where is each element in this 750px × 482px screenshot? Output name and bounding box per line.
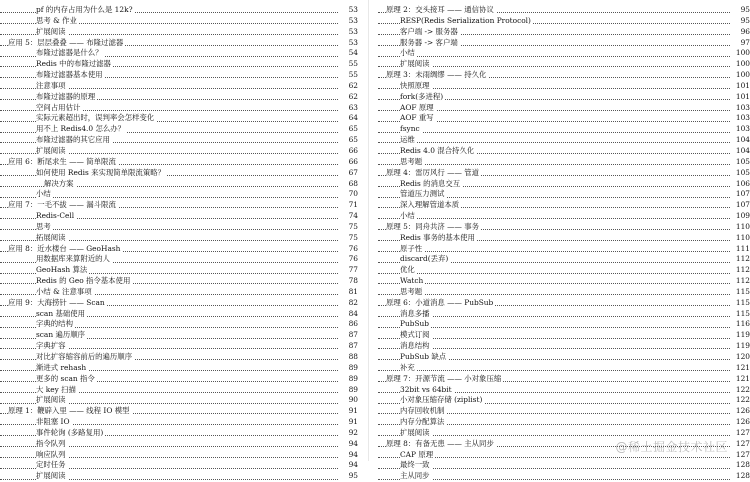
toc-entry-title: fsync [400, 124, 420, 134]
toc-page-number: 121 [730, 363, 750, 374]
toc-entry[interactable] [378, 460, 750, 471]
toc-entry-title: 管道压力测试 [400, 189, 445, 199]
toc-entry[interactable] [378, 179, 750, 190]
toc-entry-title: 布隆过滤器的其它应用 [36, 135, 110, 145]
toc-page-number: 128 [730, 460, 750, 471]
toc-page-number: 100 [730, 70, 750, 81]
toc-entry-title: 用数据库来算附近的人 [36, 254, 110, 264]
toc-entry[interactable] [378, 168, 750, 179]
toc-entry[interactable] [0, 330, 358, 341]
toc-entry[interactable] [378, 330, 750, 341]
toc-page-number: 88 [338, 352, 358, 363]
toc-entry[interactable] [378, 113, 750, 124]
toc-page-number: 74 [338, 211, 358, 222]
toc-entry-title: 布隆过滤器基本使用 [36, 70, 103, 80]
toc-entry-title: 对比扩容缩容前后的遍历顺序 [36, 352, 133, 361]
toc-entry[interactable] [378, 211, 750, 222]
toc-entry[interactable] [0, 298, 358, 309]
toc-entry-title: AOF 重写 [400, 113, 434, 123]
toc-leader-dots [378, 218, 730, 219]
toc-entry-title: GeoHash 算法 [36, 265, 88, 275]
toc-page-number: 115 [730, 309, 750, 320]
toc-entry-title: 小结 [400, 48, 415, 58]
toc-entry-title: 原理 1：鞭辟入里 —— 线程 IO 模型 [8, 406, 130, 416]
toc-entry[interactable] [378, 244, 750, 255]
toc-page-number: 95 [338, 471, 358, 482]
toc-entry-title: 思考 & 作业 [36, 15, 77, 25]
toc-entry[interactable] [0, 276, 358, 287]
toc-page-number: 81 [338, 287, 358, 298]
toc-entry-title: 解决方案 [44, 178, 74, 188]
toc-entry[interactable] [0, 471, 358, 482]
toc-entry-title: 字典扩容 [36, 341, 66, 351]
toc-entry-title: 原理 4：雷厉风行 —— 管道 [386, 167, 480, 177]
toc-leader-dots [378, 251, 730, 252]
toc-page-number: 90 [338, 395, 358, 406]
toc-entry[interactable] [0, 309, 358, 320]
toc-entry[interactable] [378, 38, 750, 49]
toc-entry-title: PubSub 缺点 [400, 352, 447, 361]
toc-page-number: 101 [730, 92, 750, 103]
toc-entry-title: 响应队列 [36, 449, 66, 459]
toc-page-number: 91 [338, 417, 358, 428]
toc-entry[interactable] [0, 157, 358, 168]
toc-page-number: 62 [338, 81, 358, 92]
toc-entry-title: RESP(Redis Serialization Protocol) [400, 15, 531, 25]
toc-entry[interactable] [0, 341, 358, 352]
toc-page-number: 115 [730, 298, 750, 309]
toc-entry-title: 布隆过滤器的原理 [36, 91, 96, 101]
toc-entry[interactable] [0, 103, 358, 114]
toc-page-number: 121 [730, 374, 750, 385]
toc-page-number: 53 [338, 38, 358, 49]
toc-entry-title: 原理 8：有备无患 —— 主从同步 [386, 438, 494, 448]
toc-page-number: 87 [338, 330, 358, 341]
toc-entry[interactable] [378, 319, 750, 330]
toc-page-number: 55 [338, 70, 358, 81]
toc-entry-title: Redis 的消息交互 [400, 178, 461, 188]
toc-leader-dots [378, 273, 730, 274]
toc-entry-title: 应用 9：大海捞针 —— Scan [8, 297, 105, 307]
toc-entry-title: AOF 原理 [400, 102, 434, 112]
toc-page-number: 53 [338, 16, 358, 27]
toc-page-number: 109 [730, 211, 750, 222]
toc-page-number: 87 [338, 341, 358, 352]
toc-page-number: 53 [338, 27, 358, 38]
toc-page-number: 126 [730, 417, 750, 428]
toc-leader-dots [378, 294, 730, 295]
toc-page-number: 105 [730, 168, 750, 179]
toc-entry-title: 思考题 [400, 156, 423, 166]
toc-entry[interactable] [378, 233, 750, 244]
toc-entry[interactable] [0, 124, 358, 135]
toc-entry-title: 思考题 [400, 286, 423, 296]
toc-page-number: 66 [338, 157, 358, 168]
toc-entry-title: 主从同步 [400, 471, 430, 481]
toc-page-number: 92 [338, 428, 358, 439]
toc-entry-title: 原理 5：同舟共济 —— 事务 [386, 221, 480, 231]
toc-page-number: 75 [338, 233, 358, 244]
toc-page-number: 100 [730, 59, 750, 70]
toc-entry-title: 小对象压缩存储 (ziplist) [400, 395, 483, 405]
toc-page-number: 86 [338, 319, 358, 330]
toc-entry-title: 消息多播 [400, 308, 430, 318]
toc-entry-title: 定时任务 [36, 460, 66, 470]
toc-entry-title: 服务器 -> 客户端 [400, 37, 458, 47]
toc-entry-title: 实际元素超出时，误判率会怎样变化 [36, 113, 155, 123]
toc-entry[interactable] [0, 450, 358, 461]
toc-entry[interactable] [0, 265, 358, 276]
toc-entry[interactable] [0, 146, 358, 157]
toc-entry[interactable] [378, 189, 750, 200]
toc-entry-title: 注意事项 [36, 80, 66, 90]
toc-page-number: 68 [338, 179, 358, 190]
toc-entry-title: 扩展阅读 [400, 427, 430, 437]
toc-entry[interactable] [378, 287, 750, 298]
toc-entry-title: Redis 中的布隆过滤器 [36, 59, 111, 69]
toc-entry-title: 应用 6：断尾求生 —— 简单限流 [8, 156, 116, 166]
toc-entry-title: 内存分配算法 [400, 417, 445, 427]
toc-entry-title: 如何使用 Redis 来实现简单限流策略？ [36, 167, 165, 177]
toc-entry-title: 原理 7：开源节流 —— 小对象压缩 [386, 373, 502, 383]
toc-page-number: 89 [338, 374, 358, 385]
toc-entry-title: 32bit vs 64bit [400, 384, 452, 394]
toc-leader-dots [378, 283, 730, 284]
toc-page-number: 62 [338, 92, 358, 103]
toc-leader-dots [378, 142, 730, 143]
toc-entry[interactable] [0, 38, 358, 49]
toc-entry-title: 原子性 [400, 243, 423, 253]
toc-entry-title: Watch [400, 276, 424, 286]
toc-page-number: 82 [338, 298, 358, 309]
toc-entry[interactable] [0, 200, 358, 211]
toc-entry-title: 扩展阅读 [36, 395, 66, 405]
toc-entry-title: Redis 事务的基本使用 [400, 232, 475, 242]
toc-entry[interactable] [0, 254, 358, 265]
toc-entry[interactable] [0, 211, 358, 222]
toc-page-number: 66 [338, 146, 358, 157]
toc-entry[interactable] [0, 59, 358, 70]
toc-entry[interactable] [378, 157, 750, 168]
toc-entry-title: 事件轮询 (多路复用) [36, 427, 104, 437]
toc-entry-title: 小结 [36, 189, 51, 199]
right-toc-list [378, 0, 750, 482]
toc-entry-title: 指令队列 [36, 438, 66, 448]
toc-entry[interactable] [0, 395, 358, 406]
toc-entry-title: 布隆过滤器是什么？ [36, 48, 103, 58]
toc-page-number: 110 [730, 233, 750, 244]
toc-page-number: 75 [338, 222, 358, 233]
toc-page-number: 119 [730, 341, 750, 352]
toc-entry[interactable] [378, 406, 750, 417]
toc-page-number: 107 [730, 189, 750, 200]
toc-entry[interactable] [378, 276, 750, 287]
toc-entry-title: 消息结构 [400, 341, 430, 351]
toc-entry-title: 原理 2：交头接耳 —— 通信协议 [386, 5, 494, 14]
toc-entry[interactable] [378, 200, 750, 211]
toc-page-number: 63 [338, 103, 358, 114]
toc-entry-title: 客户端 -> 服务器 [400, 26, 458, 36]
toc-entry[interactable] [0, 48, 358, 59]
toc-page-number: 76 [338, 254, 358, 265]
toc-entry[interactable] [378, 146, 750, 157]
toc-page-number: 94 [338, 450, 358, 461]
toc-entry-title: 内存回收机制 [400, 406, 445, 416]
toc-page-number: 94 [338, 460, 358, 471]
toc-entry-title: 非阻塞 IO [36, 417, 70, 427]
toc-page-number: 96 [730, 27, 750, 38]
toc-entry-title: 大 key 扫描 [36, 384, 76, 394]
toc-entry[interactable] [378, 265, 750, 276]
toc-entry[interactable] [378, 16, 750, 27]
toc-entry[interactable] [0, 135, 358, 146]
toc-page-number: 78 [338, 276, 358, 287]
toc-entry-title: 扩展阅读 [400, 59, 430, 69]
toc-page-number: 112 [730, 265, 750, 276]
toc-entry[interactable] [0, 374, 358, 385]
toc-entry[interactable] [378, 395, 750, 406]
toc-entry[interactable] [378, 92, 750, 103]
toc-page-number: 94 [338, 439, 358, 450]
toc-page-number: 55 [338, 59, 358, 70]
toc-entry-title: 模式订阅 [400, 330, 430, 340]
toc-page-number: 106 [730, 179, 750, 190]
toc-entry[interactable] [0, 406, 358, 417]
toc-page-number: 89 [338, 363, 358, 374]
toc-entry[interactable] [378, 471, 750, 482]
toc-entry[interactable] [0, 81, 358, 92]
toc-page-number: 53 [338, 5, 358, 16]
toc-page-number: 115 [730, 287, 750, 298]
toc-entry[interactable] [378, 309, 750, 320]
toc-entry[interactable] [378, 5, 750, 16]
toc-entry-title: 思考 [36, 221, 51, 231]
toc-page-number: 71 [338, 200, 358, 211]
toc-page-number: 105 [730, 157, 750, 168]
toc-entry[interactable] [378, 48, 750, 59]
toc-page-number: 95 [730, 5, 750, 16]
toc-entry[interactable] [0, 428, 358, 439]
toc-page-number: 104 [730, 146, 750, 157]
toc-page-number: 122 [730, 395, 750, 406]
toc-page-number: 54 [338, 48, 358, 59]
toc-entry[interactable] [378, 341, 750, 352]
toc-entry[interactable] [0, 5, 358, 16]
toc-leader-dots [378, 370, 730, 371]
toc-page-number: 91 [338, 406, 358, 417]
toc-entry-title: PubSub [400, 319, 430, 329]
toc-entry-title: 更多的 scan 指令 [36, 373, 95, 383]
toc-entry[interactable] [378, 352, 750, 363]
left-toc-list [0, 0, 358, 482]
toc-entry-title: 渐进式 rehash [36, 362, 87, 372]
toc-page-number: 65 [338, 135, 358, 146]
toc-entry-title: discard(丢弃) [400, 254, 449, 264]
toc-entry[interactable] [378, 363, 750, 374]
toc-entry[interactable] [0, 417, 358, 428]
toc-entry[interactable] [378, 103, 750, 114]
toc-entry-title: Redis 4.0 混合持久化 [400, 145, 475, 155]
toc-page-number: 97 [730, 38, 750, 49]
toc-entry[interactable] [0, 92, 358, 103]
toc-page-number: 84 [338, 309, 358, 320]
toc-page-number: 101 [730, 81, 750, 92]
toc-entry[interactable] [0, 27, 358, 38]
toc-entry-title: 深入理解管道本质 [400, 200, 460, 210]
toc-entry-title: 原理 6：小道消息 —— PubSub [386, 297, 494, 307]
toc-entry-title: 用不上 Redis4.0 怎么办？ [36, 124, 126, 134]
toc-entry-title: pf 的内存占用为什么是 12k? [36, 5, 133, 14]
toc-entry-title: scan 基础使用 [36, 308, 86, 318]
toc-page-number: 65 [338, 124, 358, 135]
toc-page-number: 76 [338, 244, 358, 255]
toc-entry-title: 运维 [400, 135, 415, 145]
toc-page-number: 122 [730, 385, 750, 396]
toc-entry[interactable] [0, 168, 358, 179]
toc-entry[interactable] [0, 385, 358, 396]
toc-entry-title: CAP 原理 [400, 449, 434, 459]
toc-page-number: 107 [730, 200, 750, 211]
toc-page-number: 100 [730, 48, 750, 59]
toc-page-number: 103 [730, 103, 750, 114]
toc-entry[interactable] [0, 189, 358, 200]
toc-entry-title: 快照原理 [400, 80, 430, 90]
toc-entry-title: 扩展阅读 [36, 26, 66, 36]
toc-entry-title: 空间占用估计 [36, 102, 81, 112]
toc-entry-title: 应用 7：一毛不拔 —— 漏斗限流 [8, 200, 116, 210]
toc-entry[interactable] [378, 27, 750, 38]
toc-entry[interactable] [0, 179, 358, 190]
toc-page-number: 110 [730, 222, 750, 233]
toc-page-number: 89 [338, 385, 358, 396]
toc-entry[interactable] [0, 439, 358, 450]
toc-entry[interactable] [0, 222, 358, 233]
toc-page-number: 104 [730, 135, 750, 146]
toc-entry[interactable] [378, 374, 750, 385]
toc-page-number: 128 [730, 471, 750, 482]
toc-entry[interactable] [0, 319, 358, 330]
toc-entry[interactable] [378, 124, 750, 135]
toc-entry-title: 应用 5：层层叠叠 —— 布隆过滤器 [8, 37, 124, 47]
toc-page-number: 127 [730, 450, 750, 461]
toc-entry[interactable] [0, 233, 358, 244]
left-toc-page [0, 0, 358, 481]
toc-page-number: 103 [730, 124, 750, 135]
toc-page-number: 126 [730, 406, 750, 417]
toc-leader-dots [378, 164, 730, 165]
toc-page-number: 70 [338, 189, 358, 200]
toc-entry[interactable] [0, 70, 358, 81]
page-divider [368, 0, 369, 461]
toc-entry[interactable] [0, 16, 358, 27]
toc-page-number: 127 [730, 439, 750, 450]
toc-entry[interactable] [0, 363, 358, 374]
toc-entry-title: 最终一致 [400, 460, 430, 470]
toc-entry-title: Redis-Cell [36, 211, 75, 221]
toc-entry[interactable] [0, 244, 358, 255]
toc-page-number: 119 [730, 330, 750, 341]
toc-entry[interactable] [0, 113, 358, 124]
toc-entry-title: fork(多进程) [400, 91, 444, 101]
watermark: @稀土掘金技术社区 [615, 440, 728, 454]
toc-leader-dots [378, 56, 730, 57]
toc-page-number: 120 [730, 352, 750, 363]
toc-entry[interactable] [0, 352, 358, 363]
toc-entry-title: 补充 [400, 362, 415, 372]
toc-entry-title: 小结 [400, 211, 415, 221]
toc-entry-title: 拓展阅读 [36, 232, 66, 242]
toc-entry[interactable] [378, 417, 750, 428]
toc-entry-title: 扩展阅读 [36, 471, 66, 481]
toc-page-number: 112 [730, 276, 750, 287]
toc-page-number: 127 [730, 428, 750, 439]
toc-entry[interactable] [378, 59, 750, 70]
toc-entry-title: scan 遍历顺序 [36, 330, 86, 340]
toc-entry[interactable] [378, 81, 750, 92]
toc-entry[interactable] [378, 135, 750, 146]
toc-entry-title: Redis 的 Geo 指令基本使用 [36, 276, 131, 286]
toc-page-number: 77 [338, 265, 358, 276]
toc-leader-dots [378, 132, 730, 133]
toc-page-number: 64 [338, 113, 358, 124]
toc-entry-title: 小结 & 注意事项 [36, 286, 92, 296]
toc-entry[interactable] [378, 222, 750, 233]
toc-entry[interactable] [378, 298, 750, 309]
toc-entry[interactable] [378, 70, 750, 81]
toc-entry[interactable] [378, 385, 750, 396]
toc-page-number: 95 [730, 16, 750, 27]
toc-entry[interactable] [0, 460, 358, 471]
toc-page-number: 111 [730, 244, 750, 255]
toc-entry-title: 应用 8：近水楼台 —— GeoHash [8, 243, 121, 253]
toc-page-number: 103 [730, 113, 750, 124]
right-toc-page [378, 0, 750, 481]
toc-page-number: 112 [730, 254, 750, 265]
toc-entry-title: 字典的结构 [36, 319, 73, 329]
toc-entry[interactable] [0, 287, 358, 298]
toc-entry-title: 优化 [400, 265, 415, 275]
toc-page-number: 67 [338, 168, 358, 179]
toc-page-number: 116 [730, 319, 750, 330]
toc-entry[interactable] [378, 254, 750, 265]
toc-entry-title: 扩展阅读 [36, 145, 66, 155]
toc-entry-title: 原理 3：未雨绸缪 —— 持久化 [386, 70, 487, 80]
